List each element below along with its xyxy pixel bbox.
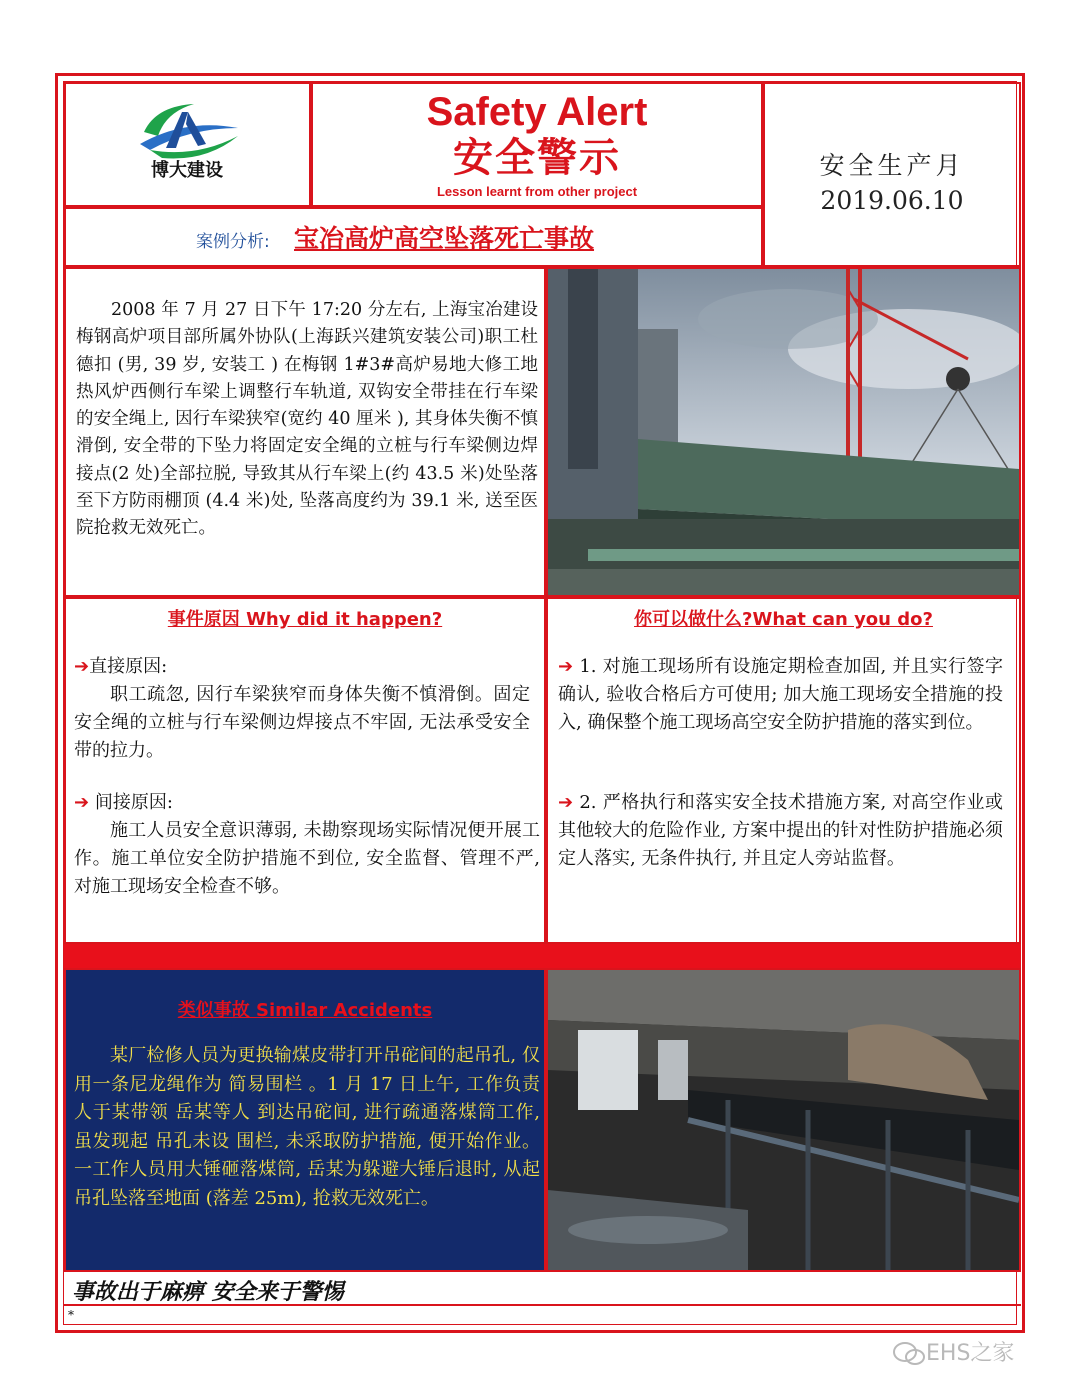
footnote-star: * xyxy=(68,1308,74,1322)
company-logo-icon xyxy=(66,84,309,205)
watermark xyxy=(892,1336,1014,1367)
watermark-text: EHS之家 xyxy=(926,1341,1015,1366)
arrow-right-icon: ➔ xyxy=(74,656,90,677)
arrow-right-icon: ➔ xyxy=(558,792,574,813)
construction-site-image xyxy=(548,269,1019,595)
title-cell xyxy=(311,82,763,207)
action-item-2 xyxy=(558,789,1003,873)
footer-line xyxy=(64,1304,1021,1306)
safety-alert-sheet xyxy=(55,73,1025,1333)
conveyor-site-image xyxy=(548,970,1019,1270)
title-chinese: 安全警示 xyxy=(453,135,621,181)
red-divider-bar xyxy=(64,944,1021,968)
action-item-1-text: 1. 对施工现场所有设施定期检查加固, 并且实行签字确认, 验收合格后方可使用; 加大施工现场安全措施的投入, 确保整个施工现场高空安全防护措施的落实到位。 xyxy=(558,656,1003,733)
story-text: 2008 年 7 月 27 日下午 17:20 分左右, 上海宝冶建设梅钢高炉项目部所属外协队(上海跃兴建筑安装公司)职工杜德扣 (男, 39 岁, 安装工 ) 在梅钢 1#3#高炉易地大修工地热风炉西侧行车梁上调整行车轨道, 双钩安全带挂在行车梁的安全绳上, 因行车梁狭窄(宽约 40 厘米 ), 其身体失衡不慎滑倒, 安全带的下坠力将固定安全绳的立桩与行车梁侧边焊接点(2 处)全部拉脱, 导致其从行车梁上(约 43.5 米)处坠落至下方防雨棚顶 (4.4 米)处, 坠落高度约为 39.1 米, 送至医院抢救无效死亡。 xyxy=(76,300,538,539)
similar-text: 某厂检修人员为更换输煤皮带打开吊砣间的起吊孔, 仅用一条尼龙绳作为 简易围栏 。1 月 17 日上午, 工作负责人于某带领 岳某等人 到达吊砣间, 进行疏通落煤筒工作, 虽发现起 吊孔未设 围栏, 未采取防护措施, 便开始作业。一工作人员用大锤砸落煤筒, 岳某为躲避大锤后退时, 从起吊孔坠落至地面 (落差 25m), 抢救无效死亡。 xyxy=(74,1045,540,1209)
conveyor-photo xyxy=(546,968,1021,1272)
indirect-cause-text: 施工人员安全意识薄弱, 未勘察现场实际情况便开展工作。施工单位安全防护措施不到位, 安全监督、管理不严, 对施工现场安全检查不够。 xyxy=(74,820,540,897)
date-cell xyxy=(763,82,1021,267)
blast-furnace-photo xyxy=(546,267,1021,597)
similar-accidents-cell xyxy=(64,968,546,1272)
logo-text: 博大建设 xyxy=(151,160,223,181)
story-cell xyxy=(64,267,546,597)
what-title: 你可以做什么?What can you do? xyxy=(634,609,933,630)
case-title-cell xyxy=(64,207,763,267)
sheet-inner xyxy=(63,81,1017,1325)
direct-cause-text: 职工疏忽, 因行车梁狭窄而身体失衡不慎滑倒。固定安全绳的立桩与行车梁侧边焊接点不牢固, 无法承受安全带的拉力。 xyxy=(74,684,530,761)
wechat-icon xyxy=(892,1341,926,1367)
title-subtitle: Lesson learnt from other project xyxy=(436,184,638,199)
title-english: Safety Alert xyxy=(426,90,648,134)
why-title: 事件原因 Why did it happen? xyxy=(167,609,443,630)
action-item-2-text: 2. 严格执行和落实安全技术措施方案, 对高空作业或其他较大的危险作业, 方案中提出的针对性防护措施必须定人落实, 无条件执行, 并且定人旁站监督。 xyxy=(558,792,1003,869)
action-item-1 xyxy=(558,653,1003,737)
indirect-cause-label: 间接原因: xyxy=(94,792,173,813)
month-label: 安全生产月 xyxy=(819,151,965,180)
why-cell xyxy=(64,597,546,944)
indirect-cause xyxy=(74,789,540,817)
case-title: 宝冶高炉高空坠落死亡事故 xyxy=(294,224,595,253)
what-cell xyxy=(546,597,1021,944)
safety-motto: 事故出于麻痹 安全来于警惕 xyxy=(72,1279,344,1305)
issue-date: 2019.06.10 xyxy=(820,186,964,215)
logo-cell xyxy=(64,82,311,207)
similar-title: 类似事故 Similar Accidents xyxy=(177,1000,433,1021)
arrow-right-icon: ➔ xyxy=(74,792,90,813)
arrow-right-icon: ➔ xyxy=(558,656,574,677)
case-label: 案例分析: xyxy=(196,232,270,252)
direct-cause-label: 直接原因: xyxy=(89,656,168,677)
direct-cause xyxy=(74,653,540,681)
